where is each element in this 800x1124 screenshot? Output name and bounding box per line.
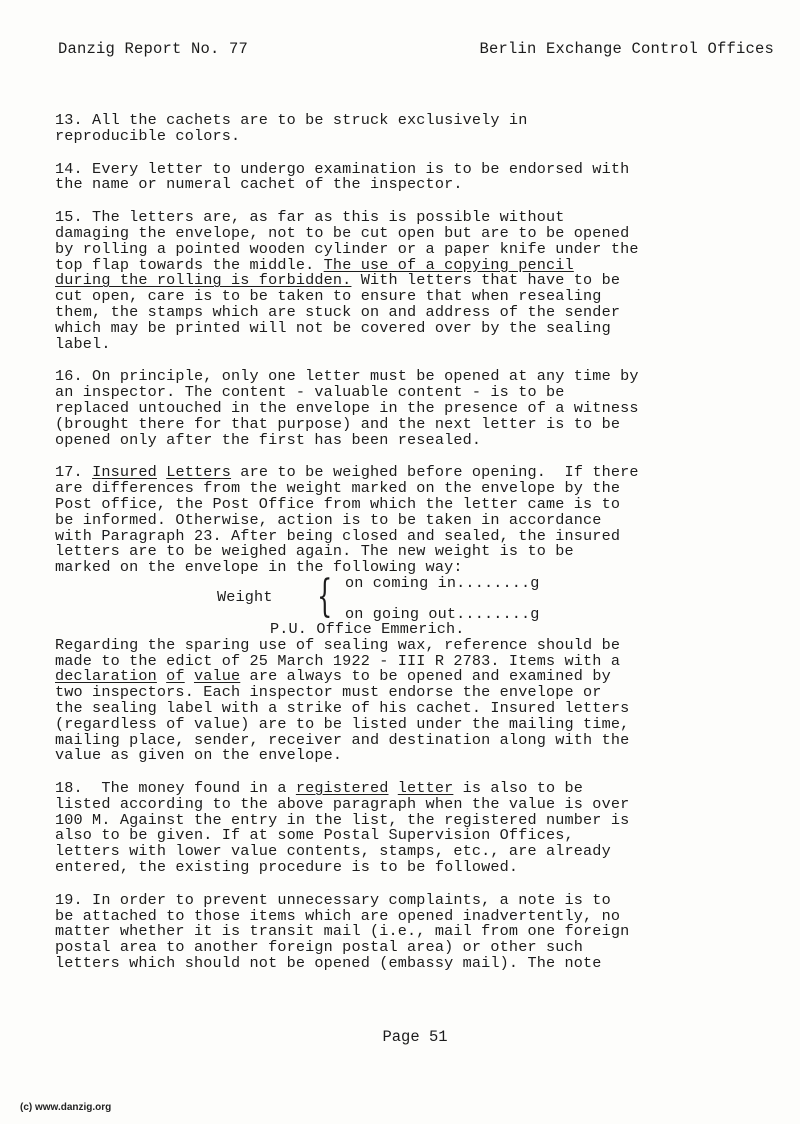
underlined-text: letter bbox=[397, 779, 454, 798]
text-line: two inspectors. Each inspector must endorse the envelope or bbox=[55, 683, 602, 702]
underlined-text: of bbox=[166, 667, 185, 686]
text-line: with Paragraph 23. After being closed and sealed, the insured bbox=[55, 526, 621, 545]
underlined-text: declaration bbox=[55, 667, 157, 686]
text-line: listed according to the above paragraph when the value is over bbox=[55, 794, 630, 813]
text-line: 16. On principle, only one letter must be opened at any time by bbox=[55, 367, 639, 386]
text-line: reproducible colors. bbox=[55, 126, 241, 145]
text-line: (regardless of value) are to be listed under the mailing time, bbox=[55, 714, 630, 733]
weight-going-out: on going out........g bbox=[345, 604, 540, 623]
paragraph-14 bbox=[55, 159, 745, 194]
text-run: 17. bbox=[55, 463, 93, 482]
text-line: damaging the envelope, not to be cut open but are to be opened bbox=[55, 223, 630, 242]
paragraph-19 bbox=[55, 890, 745, 973]
weight-label: Weight bbox=[217, 587, 273, 606]
text-line: be attached to those items which are opened inadvertently, no bbox=[55, 906, 621, 925]
paragraph-16 bbox=[55, 369, 745, 448]
underlined-text: The use of a copying pencil bbox=[323, 255, 574, 274]
underlined-text: Insured bbox=[92, 463, 157, 482]
text-line: also to be given. If at some Postal Supervision Offices, bbox=[55, 826, 574, 845]
text-line: (brought there for that purpose) and the next letter is to be bbox=[55, 414, 621, 433]
text-line: the name or numeral cachet of the inspector. bbox=[55, 175, 463, 194]
text-line: cut open, care is to be taken to ensure that when resealing bbox=[55, 287, 602, 306]
underlined-text: value bbox=[193, 667, 241, 686]
underlined-text: during the rolling is forbidden. bbox=[55, 271, 352, 290]
text-line: 14. Every letter to undergo examination is to be endorsed with bbox=[55, 159, 630, 178]
text-run: top flap towards the middle. bbox=[55, 255, 315, 274]
text-line: 13. All the cachets are to be struck exclusively in bbox=[55, 111, 528, 129]
text-line: made to the edict of 25 March 1922 - III R 2783. Items with a bbox=[55, 651, 621, 670]
text-line: letters with lower value contents, stamps, etc., are already bbox=[55, 842, 611, 861]
text-line: by rolling a pointed wooden cylinder or a paper knife under the bbox=[55, 239, 639, 258]
text-line: postal area to another foreign postal area) or other such bbox=[55, 938, 584, 957]
underlined-text: registered bbox=[295, 779, 389, 798]
text-line: Regarding the sparing use of sealing wax, reference should be bbox=[55, 635, 621, 654]
text-line: replaced untouched in the envelope in the presence of a witness bbox=[55, 398, 639, 417]
text-line: marked on the envelope in the following way: bbox=[55, 558, 463, 577]
paragraph-13 bbox=[55, 113, 745, 145]
header-report-title: Danzig Report No. 77 bbox=[58, 40, 249, 58]
text-line: are differences from the weight marked on the envelope by the bbox=[55, 479, 621, 498]
text-line: value as given on the envelope. bbox=[55, 746, 343, 765]
paragraph-15 bbox=[55, 210, 745, 352]
text-run: are always to be opened and examined by bbox=[240, 667, 611, 686]
text-line: letters are to be weighed again. The new weight is to be bbox=[55, 542, 574, 561]
text-line: the sealing label with a strike of his cachet. Insured letters bbox=[55, 698, 630, 717]
text-run: With letters that have to be bbox=[360, 271, 621, 290]
underlined-text: Letters bbox=[166, 463, 232, 482]
text-line: letters which should not be opened (embassy mail). The note bbox=[55, 954, 602, 973]
text-run: are to be weighed before opening. If there bbox=[231, 463, 639, 482]
text-line: matter whether it is transit mail (i.e., mail from one foreign bbox=[55, 922, 630, 941]
text-line: opened only after the first has been resealed. bbox=[55, 430, 482, 449]
text-line: 19. In order to prevent unnecessary complaints, a note is to bbox=[55, 890, 611, 909]
text-line: label. bbox=[55, 334, 111, 353]
text-line: 100 M. Against the entry in the list, the registered number is bbox=[55, 810, 630, 829]
paragraph-17 bbox=[55, 465, 745, 764]
header-section-title: Berlin Exchange Control Offices bbox=[479, 40, 774, 58]
text-line: 15. The letters are, as far as this is possible without bbox=[55, 208, 565, 227]
weight-coming-in: on coming in........g bbox=[345, 573, 540, 592]
text-line: an inspector. The content - valuable content - is to be bbox=[55, 383, 565, 402]
copyright-credit: (c) www.danzig.org bbox=[20, 1102, 112, 1113]
text-line: Post office, the Post Office from which the letter came is to bbox=[55, 494, 621, 513]
text-line: them, the stamps which are stuck on and address of the sender bbox=[55, 302, 621, 321]
office-name: P.U. Office Emmerich. bbox=[270, 619, 465, 638]
text-line: entered, the existing procedure is to be followed. bbox=[55, 858, 519, 877]
brace-glyph: { bbox=[317, 570, 333, 622]
text-line: be informed. Otherwise, action is to be taken in accordance bbox=[55, 510, 602, 529]
text-line: which may be printed will not be covered over by the sealing bbox=[55, 318, 611, 337]
document-body bbox=[55, 113, 745, 989]
page-number: Page 51 bbox=[382, 1028, 448, 1046]
text-line: mailing place, sender, receiver and destination along with the bbox=[55, 730, 630, 749]
paragraph-18 bbox=[55, 781, 745, 876]
text-run: 18. The money found in a bbox=[55, 779, 296, 798]
weight-notation bbox=[55, 570, 745, 623]
text-run: is also to be bbox=[453, 779, 584, 798]
